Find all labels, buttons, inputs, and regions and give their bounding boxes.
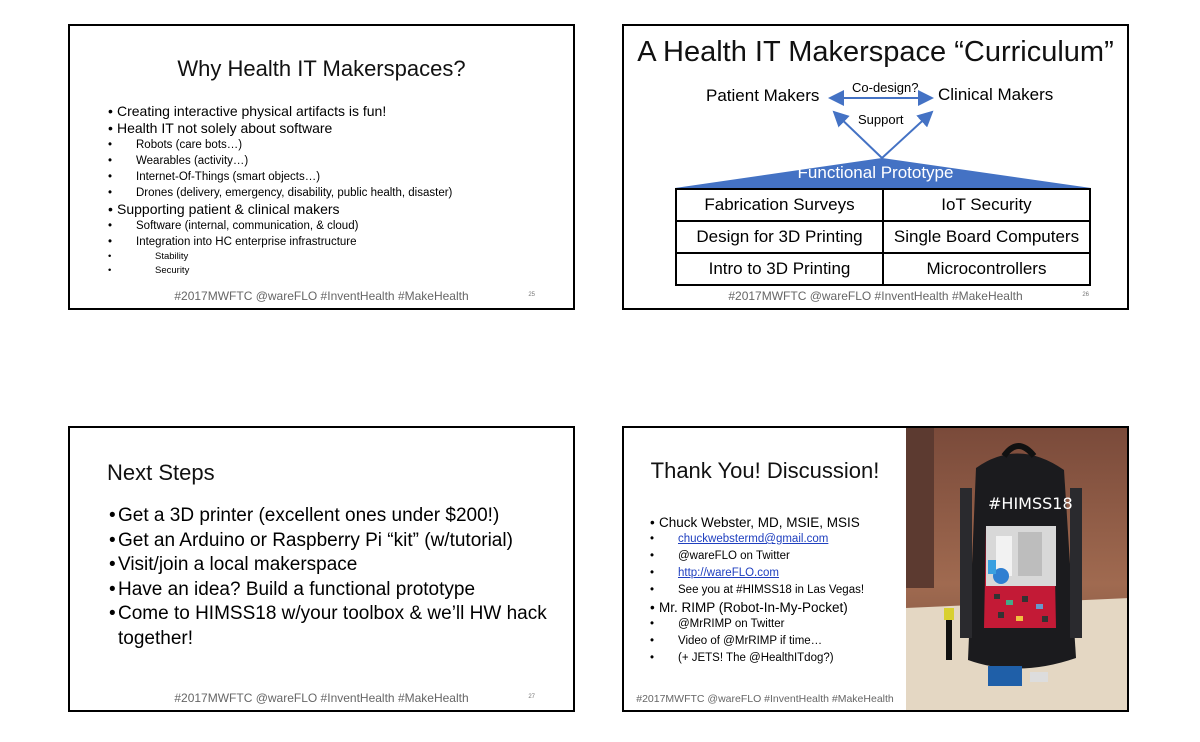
- sub-bullet-item: • (+ JETS! The @HealthITdog?): [659, 650, 909, 667]
- codesign-label: Co-design?: [852, 80, 919, 95]
- page-number: 25: [528, 292, 535, 298]
- table-cell: Intro to 3D Printing: [676, 253, 883, 285]
- bullet-item: • Have an idea? Build a functional prototype: [118, 578, 558, 603]
- bullet-item: • Mr. RIMP (Robot-In-My-Pocket): [659, 599, 909, 616]
- bullet-item: • Get a 3D printer (excellent ones under $200!): [118, 504, 558, 529]
- bullet-item: • Come to HIMSS18 w/your toolbox & we’ll HW hack together!: [118, 602, 558, 651]
- sub-sub-bullet-item: • Stability: [117, 250, 557, 264]
- table-cell: Microcontrollers: [883, 253, 1090, 285]
- table-cell: IoT Security: [883, 189, 1090, 221]
- sub-bullet-item: • See you at #HIMSS18 in Las Vegas!: [659, 582, 909, 599]
- slide-footer: #2017MWFTC @wareFLO #InventHealth #MakeHealth: [174, 691, 469, 705]
- website-link[interactable]: • http://wareFLO.com: [659, 565, 909, 582]
- patient-makers-label: Patient Makers: [706, 86, 820, 105]
- support-arrow-right: [882, 112, 932, 158]
- slide-why-health-it-makerspaces: [68, 24, 575, 310]
- bullet-item: • Health IT not solely about software: [117, 120, 557, 137]
- sub-bullet-item: • Drones (delivery, emergency, disability, public health, disaster): [117, 185, 557, 201]
- sub-bullet-item: • @MrRIMP on Twitter: [659, 616, 909, 633]
- slide-title: Next Steps: [107, 460, 215, 485]
- slide-footer: #2017MWFTC @wareFLO #InventHealth #MakeHealth: [174, 289, 469, 303]
- bullet-item: • Get an Arduino or Raspberry Pi “kit” (w/tutorial): [118, 529, 558, 554]
- page-number: 27: [528, 694, 535, 700]
- slide-next-steps: [68, 426, 575, 712]
- backpack-photo: [906, 428, 1129, 712]
- backpack-tag-text: #HIMSS18: [988, 494, 1073, 513]
- slide-title: Why Health IT Makerspaces?: [177, 56, 466, 81]
- slide-footer: #2017MWFTC @wareFLO #InventHealth #MakeHealth: [728, 289, 1023, 303]
- bullet-list: [659, 514, 909, 667]
- bullet-list: [118, 504, 558, 651]
- table-cell: Fabrication Surveys: [676, 189, 883, 221]
- slide-curriculum: [622, 24, 1129, 310]
- sub-bullet-item: • @wareFLO on Twitter: [659, 548, 909, 565]
- slide-thank-you: [622, 426, 1129, 712]
- functional-prototype-label: Functional Prototype: [797, 163, 954, 182]
- sub-sub-bullet-item: • Security: [117, 264, 557, 278]
- bullet-list: [117, 103, 557, 278]
- sub-bullet-item: • Software (internal, communication, & cloud): [117, 218, 557, 234]
- clinical-makers-label: Clinical Makers: [938, 85, 1054, 104]
- curriculum-table: [675, 188, 1091, 286]
- bullet-item: • Visit/join a local makerspace: [118, 553, 558, 578]
- table-cell: Single Board Computers: [883, 221, 1090, 253]
- bullet-item: • Creating interactive physical artifacts is fun!: [117, 103, 557, 120]
- backpack-illustration: [906, 428, 1129, 712]
- bullet-item: • Supporting patient & clinical makers: [117, 201, 557, 218]
- email-link[interactable]: • chuckwebstermd@gmail.com: [659, 531, 909, 548]
- table-cell: Design for 3D Printing: [676, 221, 883, 253]
- slide-title: Thank You! Discussion!: [650, 458, 880, 483]
- sub-bullet-item: • Robots (care bots…): [117, 137, 557, 153]
- slide-title: A Health IT Makerspace “Curriculum”: [637, 36, 1114, 68]
- slide-footer: #2017MWFTC @wareFLO #InventHealth #MakeHealth: [636, 693, 894, 705]
- support-arrow-left: [834, 112, 882, 158]
- sub-bullet-item: • Internet-Of-Things (smart objects…): [117, 169, 557, 185]
- sub-bullet-item: • Video of @MrRIMP if time…: [659, 633, 909, 650]
- bullet-item: • Chuck Webster, MD, MSIE, MSIS: [659, 514, 909, 531]
- support-label: Support: [858, 112, 904, 127]
- sub-bullet-item: • Integration into HC enterprise infrastructure: [117, 234, 557, 250]
- sub-bullet-item: • Wearables (activity…): [117, 153, 557, 169]
- page-number: 26: [1082, 292, 1089, 298]
